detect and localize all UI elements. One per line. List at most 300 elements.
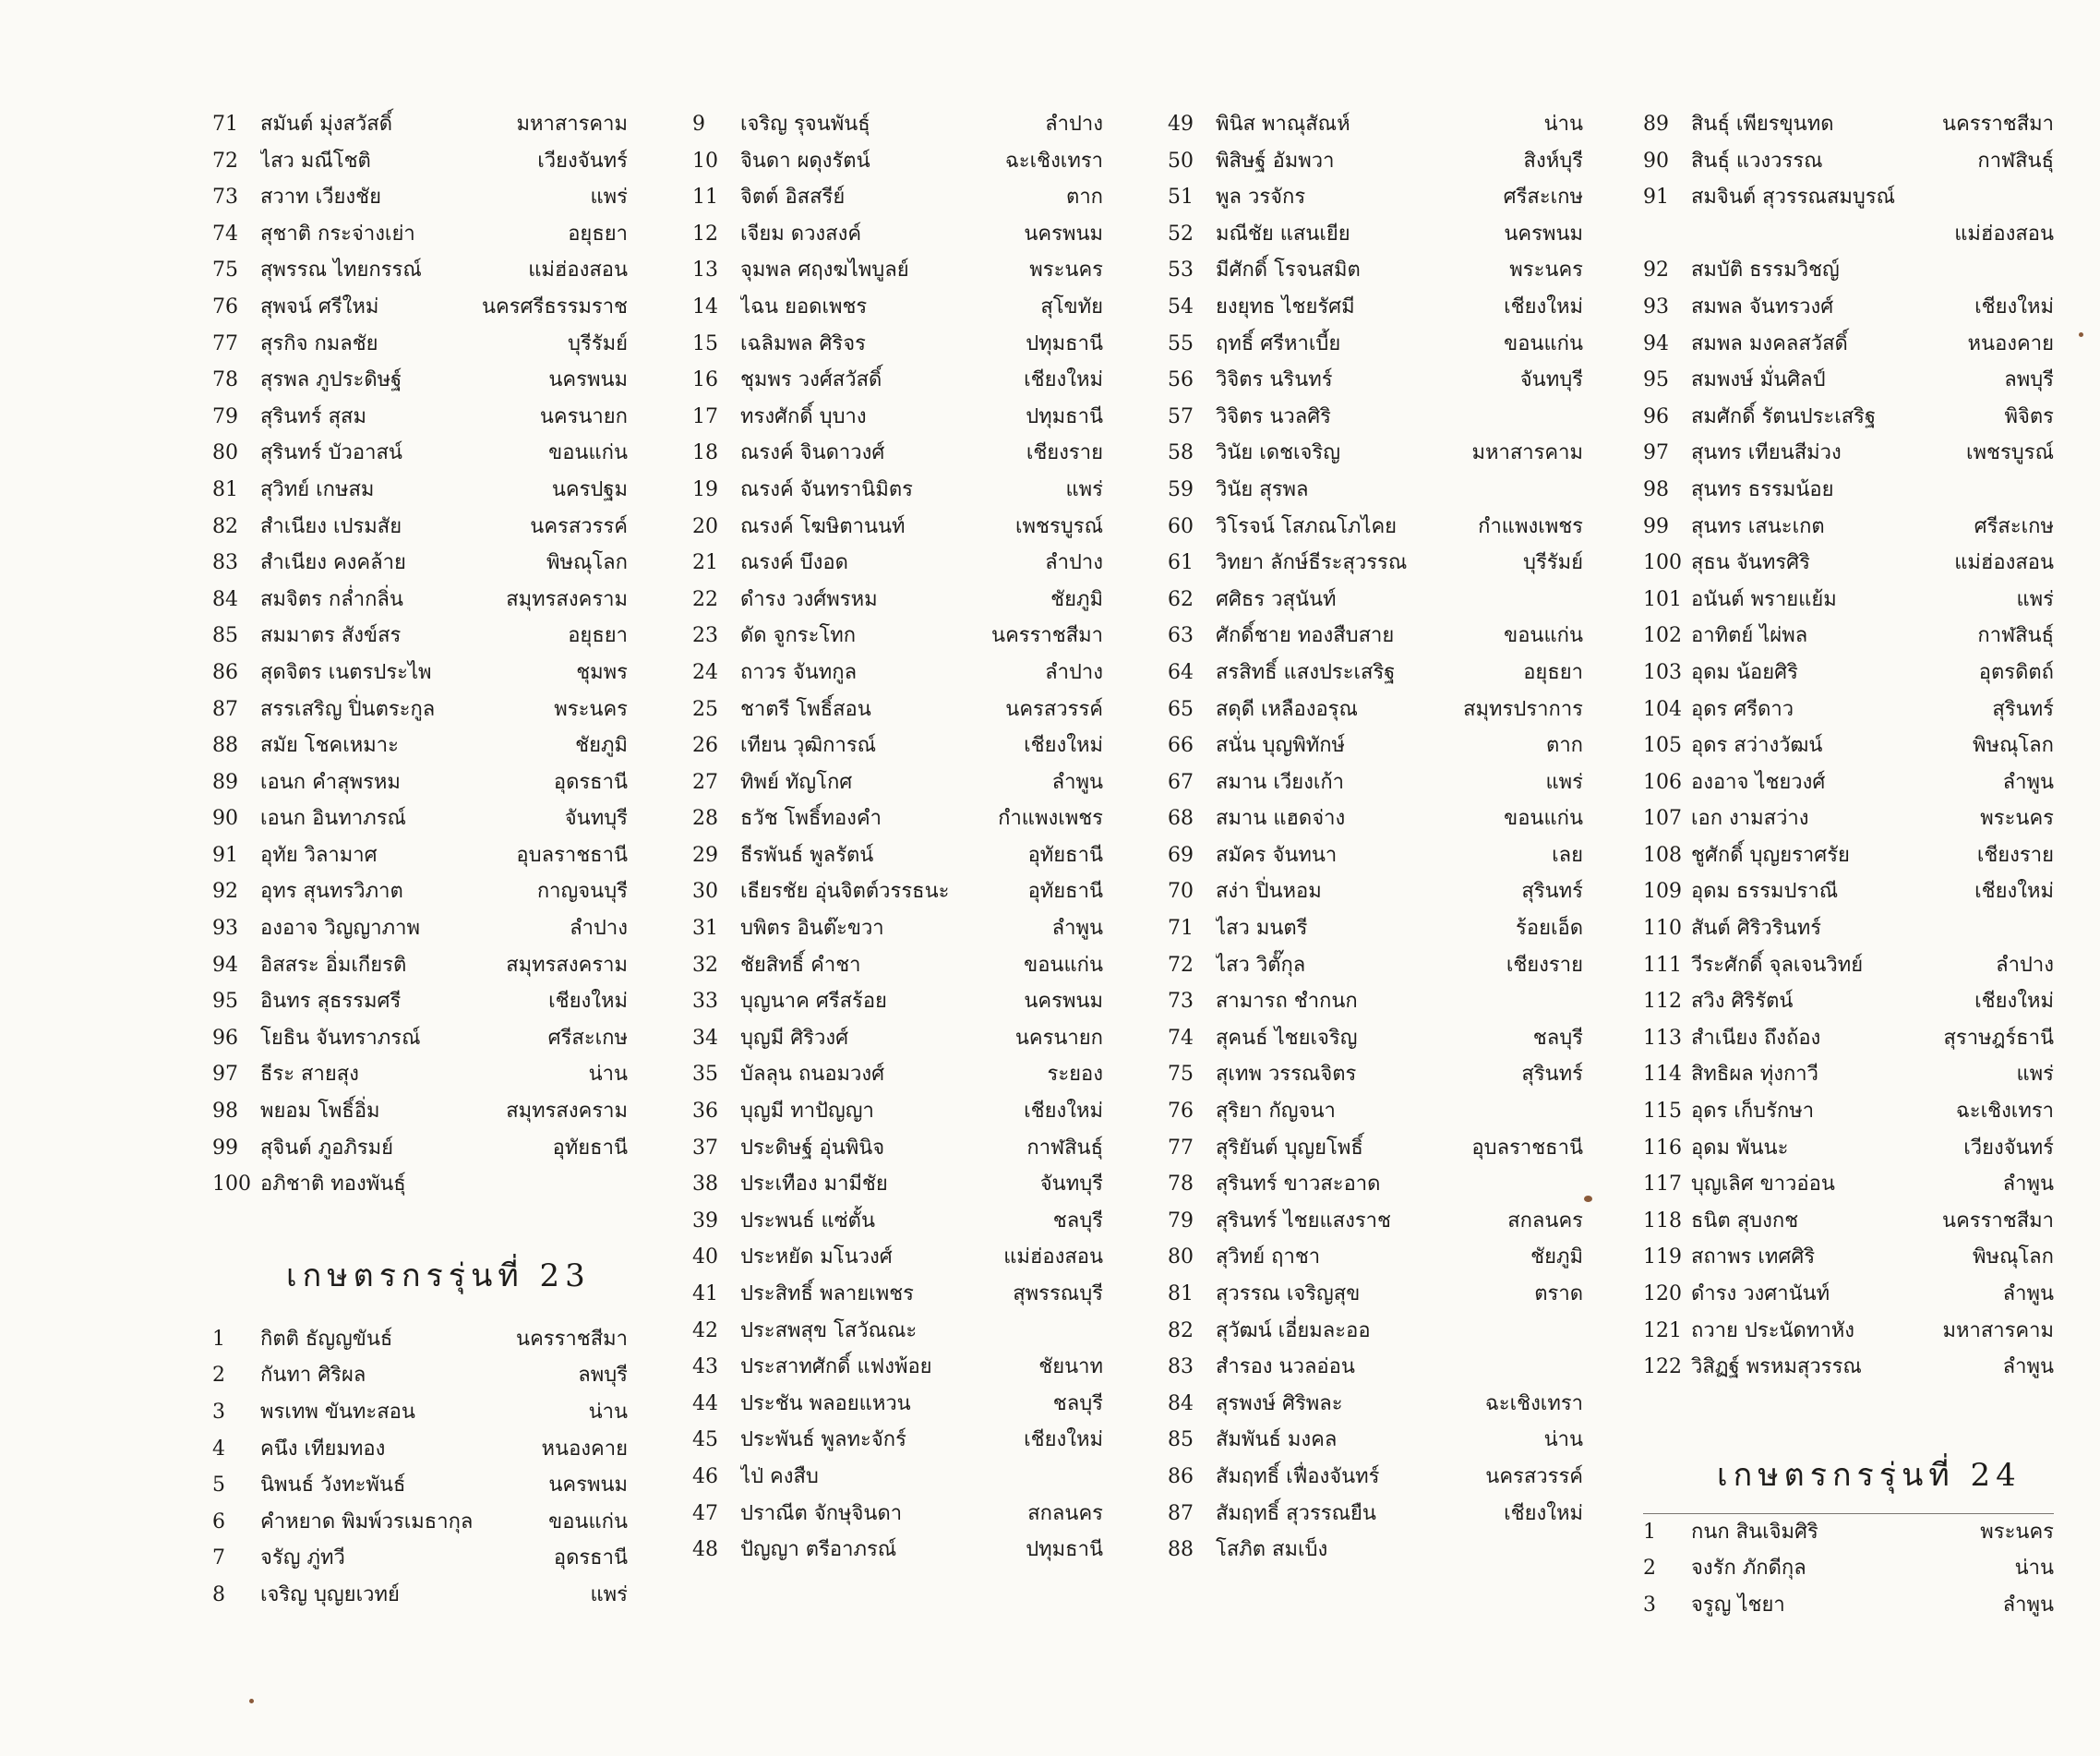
entry-province: เชียงราย (1506, 953, 1583, 977)
entry-name: สุชาติ กระจ่างเย่า (260, 222, 415, 246)
entry-number: 51 (1168, 186, 1194, 210)
entry-province: เชียงใหม่ (1974, 880, 2054, 904)
entry-province: นครพนม (1024, 222, 1103, 246)
entry-number: 15 (692, 331, 718, 355)
list-item (1168, 1422, 1583, 1459)
entry-name: สรสิทธิ์ แสงประเสริฐ (1216, 660, 1396, 684)
entry-name: อนันต์ พรายแย้ม (1691, 587, 1837, 611)
list-item (692, 106, 1103, 143)
list-item (212, 1431, 628, 1468)
entry-province: นครราชสีมา (1942, 113, 2054, 136)
entry-name: ฤทธิ์ ศรีหาเบี้ย (1216, 331, 1341, 355)
list-item (1643, 1093, 2054, 1130)
entry-name: สุรินทร์ ขาวสะอาด (1216, 1173, 1381, 1197)
entry-number: 26 (692, 734, 718, 758)
list-item (692, 1166, 1103, 1203)
list-item (692, 216, 1103, 253)
entry-name: วิสิฏฐ์ พรหมสุวรรณ (1691, 1355, 1862, 1379)
list-item (1168, 399, 1583, 436)
entry-number: 2 (212, 1364, 225, 1388)
entry-name: อิสสระ อิ่มเกียรติ (260, 953, 407, 977)
entry-name: ทิพย์ ทัญโกศ (740, 770, 853, 794)
section-heading-cohort-24: เกษตรกรรุ่นที่ 24 (1717, 1456, 2022, 1494)
list-item (212, 873, 628, 910)
entry-number: 33 (692, 990, 718, 1014)
entry-number: 41 (692, 1282, 718, 1305)
list-item (212, 179, 628, 216)
entry-name: ปราณีต จักษุจินดา (740, 1501, 903, 1525)
entry-name: วินัย สุรพล (1216, 477, 1309, 501)
entry-province: หนองคาย (1967, 331, 2054, 355)
list-item (1168, 947, 1583, 984)
entry-province: สิงห์บุรี (1523, 149, 1583, 173)
paper-speck (249, 1699, 254, 1703)
list-item (1168, 1386, 1583, 1423)
entry-name: วิทยา ลักษ์ธีระสุวรรณ (1216, 551, 1408, 575)
entry-name: ดัด จูกระโทก (740, 624, 857, 648)
list-item (212, 655, 628, 692)
entry-number: 98 (212, 1100, 238, 1124)
column-2 (692, 106, 1103, 1569)
entry-number: 93 (212, 917, 238, 941)
entry-name: สุริยา กัญจนา (1216, 1100, 1336, 1124)
list-item (1643, 1056, 2054, 1093)
entry-number: 111 (1643, 953, 1682, 977)
entry-province: อยุธยา (1523, 660, 1583, 684)
entry-number: 69 (1168, 843, 1194, 867)
entry-name: จงรัก ภักดีกุล (1691, 1557, 1806, 1581)
entry-name: เอนก อินทาภรณ์ (260, 807, 406, 831)
entry-number: 73 (1168, 990, 1194, 1014)
entry-province: ลำปาง (1045, 551, 1103, 575)
entry-number: 38 (692, 1173, 718, 1197)
list-item (212, 1357, 628, 1394)
entry-name: สามารถ ชำกนก (1216, 990, 1358, 1014)
list-item (692, 873, 1103, 910)
list-item (1643, 1513, 2054, 1551)
list-item (1168, 106, 1583, 143)
entry-province: ลำพูน (2002, 770, 2054, 794)
entry-name: ณรงค์ จินดาวงศ์ (740, 441, 885, 465)
entry-name: บุญนาค ศรีสร้อย (740, 990, 887, 1014)
entry-number: 4 (212, 1437, 225, 1461)
list-item (1643, 509, 2054, 546)
entry-number: 12 (692, 222, 718, 246)
entry-name: สุธน จันทรศิริ (1691, 551, 1810, 575)
entry-number: 76 (212, 295, 238, 319)
entry-number: 77 (212, 331, 238, 355)
entry-province: ศรีสะเกษ (547, 1026, 628, 1050)
entry-name: สุนทร เทียนสีม่วง (1691, 441, 1842, 465)
entry-number: 112 (1643, 990, 1682, 1014)
entry-name: จุมพล ศฤงฆไพบูลย์ (740, 259, 909, 283)
entry-province: ร้อยเอ็ด (1516, 917, 1583, 941)
entry-number: 7 (212, 1546, 225, 1570)
entry-number: 63 (1168, 624, 1194, 648)
entry-name: วีระศักดิ์ จุลเจนวิทย์ (1691, 953, 1864, 977)
entry-number: 104 (1643, 697, 1682, 721)
list-item (1643, 289, 2054, 326)
entry-province: นครสวรรค์ (1485, 1464, 1583, 1488)
entry-province: จันทบุรี (1039, 1173, 1103, 1197)
entry-number: 36 (692, 1100, 718, 1124)
entry-province: แพร่ (1545, 770, 1583, 794)
list-item (1643, 837, 2054, 874)
entry-name: สินธุ์ เพียรขุนทด (1691, 113, 1834, 136)
list-item (692, 435, 1103, 472)
list-item (1168, 910, 1583, 947)
entry-name: สุนทร ธรรมน้อย (1691, 477, 1834, 501)
list-item (692, 1313, 1103, 1350)
list-item (692, 837, 1103, 874)
entry-province: อุดรธานี (553, 770, 628, 794)
entry-number: 10 (692, 149, 718, 173)
list-item (212, 326, 628, 363)
entry-name: สง่า ปิ่นหอม (1216, 880, 1322, 904)
entry-province: เชียงใหม่ (1504, 1501, 1583, 1525)
entry-number: 48 (692, 1538, 718, 1562)
entry-number: 90 (212, 807, 238, 831)
list-item (1168, 143, 1583, 180)
entry-name: สัมฤทธิ์ สุวรรณยืน (1216, 1501, 1376, 1525)
entry-name: ถาวร จันทกูล (740, 660, 858, 684)
entry-name: สวาท เวียงชัย (260, 186, 381, 210)
list-item (692, 764, 1103, 801)
list-item (212, 509, 628, 546)
entry-number: 89 (212, 770, 238, 794)
entry-province: ฉะเชิงเทรา (1004, 149, 1103, 173)
entry-number: 37 (692, 1136, 718, 1160)
entry-province: มหาสารคาม (516, 113, 628, 136)
entry-number: 96 (1643, 404, 1669, 428)
entry-number: 103 (1643, 660, 1682, 684)
entry-province: ชัยภูมิ (1050, 587, 1103, 611)
list-item (1168, 1056, 1583, 1093)
entry-province: ฉะเชิงเทรา (1955, 1100, 2054, 1124)
entry-province: สุพรรณบุรี (1013, 1282, 1103, 1305)
list-item (1643, 1550, 2054, 1587)
list-item (692, 509, 1103, 546)
entry-province: นครราชสีมา (1942, 1209, 2054, 1233)
entry-name: สุพจน์ ศรีใหม่ (260, 295, 379, 319)
entry-number: 110 (1643, 917, 1682, 941)
list-item (1168, 582, 1583, 619)
list-item (212, 1130, 628, 1167)
entry-province: อุบลราชธานี (516, 843, 628, 867)
entry-province: ศรีสะเกษ (1974, 514, 2054, 538)
entry-number: 72 (1168, 953, 1194, 977)
entry-province: นครสวรรค์ (1005, 697, 1103, 721)
entry-number: 108 (1643, 843, 1682, 867)
list-cohort-23 (212, 1321, 628, 1614)
entry-name: สุรกิจ กมลชัย (260, 331, 378, 355)
entry-number: 116 (1643, 1136, 1682, 1160)
entry-number: 87 (1168, 1501, 1194, 1525)
entry-number: 17 (692, 404, 718, 428)
entry-province: ชัยนาท (1038, 1355, 1103, 1379)
entry-number: 58 (1168, 441, 1194, 465)
list-item (1643, 216, 2054, 253)
entry-number: 90 (1643, 149, 1669, 173)
entry-name: พูล วรจักร (1216, 186, 1306, 210)
entry-name: ไสว มนตรี (1216, 917, 1308, 941)
entry-province: มหาสารคาม (1471, 441, 1583, 465)
entry-number: 8 (212, 1582, 225, 1606)
entry-number: 78 (1168, 1173, 1194, 1197)
entry-name: อุทัย วิลามาศ (260, 843, 378, 867)
entry-name: ประเทือง มามีชัย (740, 1173, 888, 1197)
entry-number: 57 (1168, 404, 1194, 428)
entry-number: 97 (1643, 441, 1669, 465)
entry-number: 39 (692, 1209, 718, 1233)
entry-number: 30 (692, 880, 718, 904)
entry-name: วิจิตร นวลศิริ (1216, 404, 1331, 428)
entry-province: เชียงใหม่ (1024, 1100, 1103, 1124)
entry-name: อุดร ศรีดาว (1691, 697, 1794, 721)
list-item (1643, 910, 2054, 947)
entry-number: 115 (1643, 1100, 1682, 1124)
list-item (212, 1467, 628, 1504)
list-item (1643, 1130, 2054, 1167)
list-item (1168, 692, 1583, 728)
entry-number: 84 (212, 587, 238, 611)
entry-province: แม่ฮ่องสอน (1003, 1245, 1103, 1269)
list-item (692, 1056, 1103, 1093)
list-item (1168, 1276, 1583, 1313)
entry-province: ปทุมธานี (1026, 1538, 1103, 1562)
entry-province: ลพบุรี (2004, 368, 2054, 392)
entry-name: จิตต์ อิสสรีย์ (740, 186, 846, 210)
list-item (692, 582, 1103, 619)
entry-number: 2 (1643, 1557, 1656, 1581)
entry-number: 79 (212, 404, 238, 428)
list-item (1168, 1313, 1583, 1350)
entry-province: ชลบุรี (1532, 1026, 1583, 1050)
entry-name: พิสิษฐ์ อัมพวา (1216, 149, 1335, 173)
entry-name: สมศักดิ์ รัตนประเสริฐ (1691, 404, 1877, 428)
entry-number: 68 (1168, 807, 1194, 831)
entry-name: บุญมี ทาปัญญา (740, 1100, 874, 1124)
list-item (692, 983, 1103, 1020)
entry-name: สำเนียง คงคล้าย (260, 551, 406, 575)
entry-name: สวิง ศิริรัตน์ (1691, 990, 1794, 1014)
entry-number: 83 (212, 551, 238, 575)
entry-name: สมพงษ์ มั่นศิลป์ (1691, 368, 1826, 392)
entry-province: อุทัยธานี (1027, 843, 1103, 867)
entry-province: ลำพูน (2002, 1282, 2054, 1305)
entry-province: กาฬสินธุ์ (1026, 1136, 1103, 1160)
entry-province: เพชรบูรณ์ (1966, 441, 2054, 465)
entry-province: ชัยภูมิ (1530, 1245, 1583, 1269)
entry-province: ตาก (1546, 734, 1583, 758)
entry-number: 31 (692, 917, 718, 941)
entry-number: 20 (692, 514, 718, 538)
list-item (1643, 1587, 2054, 1624)
entry-name: บัลลุน ถนอมวงศ์ (740, 1063, 885, 1087)
entry-number: 42 (692, 1318, 718, 1342)
entry-number: 3 (1643, 1593, 1656, 1617)
entry-province: หนองคาย (541, 1437, 628, 1461)
entry-name: ประสิทธิ์ พลายเพชร (740, 1282, 914, 1305)
list-cohort-23-cont (692, 106, 1103, 1569)
list-item (212, 764, 628, 801)
entry-name: ปัญญา ตรีอาภรณ์ (740, 1538, 897, 1562)
entry-number: 100 (212, 1173, 251, 1197)
list-item (692, 618, 1103, 655)
entry-number: 78 (212, 368, 238, 392)
entry-province: เชียงใหม่ (1024, 368, 1103, 392)
entry-number: 11 (692, 186, 718, 210)
entry-province: มหาสารคาม (1942, 1318, 2054, 1342)
entry-name: อาทิตย์ ไผ่พล (1691, 624, 1808, 648)
entry-province: แม่ฮ่องสอน (1954, 551, 2054, 575)
entry-province: เชียงใหม่ (548, 990, 628, 1014)
entry-province: ศรีสะเกษ (1503, 186, 1583, 210)
entry-name: ศศิธร วสุนันท์ (1216, 587, 1337, 611)
list-item (1643, 362, 2054, 399)
entry-number: 75 (1168, 1063, 1194, 1087)
entry-province: เชียงใหม่ (1024, 1428, 1103, 1452)
list-item (1168, 216, 1583, 253)
entry-province: ชุมพร (576, 660, 628, 684)
entry-number: 56 (1168, 368, 1194, 392)
list-item (1643, 1203, 2054, 1240)
entry-province: นครราชสีมา (991, 624, 1103, 648)
entry-name: เฉลิมพล ศิริจร (740, 331, 866, 355)
entry-name: ประพันธ์ พูลทะจักร์ (740, 1428, 906, 1452)
list-item (692, 472, 1103, 509)
list-item (1643, 472, 2054, 509)
entry-province: นครนายก (1014, 1026, 1103, 1050)
entry-province: กาญจนบุรี (536, 880, 628, 904)
entry-province: ลำปาง (1996, 953, 2054, 977)
entry-province: เพชรบูรณ์ (1015, 514, 1103, 538)
entry-number: 35 (692, 1063, 718, 1087)
entry-name: เอนก คำสุพรหม (260, 770, 401, 794)
list-item (1643, 435, 2054, 472)
entry-name: กิตติ ธัญญขันธ์ (260, 1327, 393, 1351)
entry-number: 6 (212, 1509, 225, 1533)
list-item (212, 1093, 628, 1130)
entry-name: ธีระ สายสุง (260, 1063, 359, 1087)
entry-number: 82 (1168, 1318, 1194, 1342)
entry-province: สกลนคร (1507, 1209, 1583, 1233)
entry-province: น่าน (2014, 1557, 2054, 1581)
entry-name: ประพนธ์ แซ่ตั้น (740, 1209, 875, 1233)
entry-number: 99 (1643, 514, 1669, 538)
entry-name: เจียม ดวงสงค์ (740, 222, 862, 246)
entry-number: 59 (1168, 477, 1194, 501)
entry-number: 95 (212, 990, 238, 1014)
list-item (1643, 106, 2054, 143)
entry-number: 76 (1168, 1100, 1194, 1124)
list-item (692, 1203, 1103, 1240)
entry-province: แม่ฮ่องสอน (1954, 222, 2054, 246)
entry-province: เวียงจันทร์ (537, 149, 628, 173)
list-item (692, 1496, 1103, 1533)
entry-name: กันทา ศิริผล (260, 1364, 366, 1388)
entry-name: สุวรรณ เจริญสุข (1216, 1282, 1361, 1305)
list-item (212, 252, 628, 289)
entry-number: 62 (1168, 587, 1194, 611)
entry-name: ทรงศักดิ์ บุบาง (740, 404, 867, 428)
entry-province: สุรินทร์ (1521, 880, 1583, 904)
list-item (1168, 1203, 1583, 1240)
list-item (1168, 326, 1583, 363)
entry-name: สุจินต์ ภูอภิรมย์ (260, 1136, 394, 1160)
list-item (692, 1130, 1103, 1167)
entry-number: 85 (1168, 1428, 1194, 1452)
entry-name: โสภิต สมเบ็ง (1216, 1538, 1328, 1562)
entry-number: 34 (692, 1026, 718, 1050)
entry-number: 80 (1168, 1245, 1194, 1269)
entry-name: สมบัติ ธรรมวิชญ์ (1691, 259, 1840, 283)
entry-province: อุดรธานี (553, 1546, 628, 1570)
entry-province: เชียงราย (1026, 441, 1103, 465)
entry-number: 29 (692, 843, 718, 867)
entry-name: ชุมพร วงศ์สวัสดิ์ (740, 368, 882, 392)
entry-name: ไสว วิตั๊กุล (1216, 953, 1306, 977)
list-item (212, 618, 628, 655)
entry-name: สุวิทย์ เกษสม (260, 477, 375, 501)
list-cohort-23-cont3 (1643, 106, 2054, 1386)
entry-number: 47 (692, 1501, 718, 1525)
entry-province: อุทัยธานี (552, 1136, 628, 1160)
entry-name: ประดิษฐ์ อุ่นพินิจ (740, 1136, 885, 1160)
list-item (1168, 728, 1583, 764)
entry-name: สมจิตร กล่ำกลิ่น (260, 587, 403, 611)
entry-name: พินิส พาณุสัณห์ (1216, 113, 1350, 136)
list-item (212, 692, 628, 728)
entry-number: 106 (1643, 770, 1682, 794)
entry-number: 50 (1168, 149, 1194, 173)
entry-number: 28 (692, 807, 718, 831)
list-item (212, 362, 628, 399)
entry-name: อุดร เก็บรักษา (1691, 1100, 1815, 1124)
entry-name: ศักดิ์ชาย ทองสืบสาย (1216, 624, 1395, 648)
entry-name: ชูศักดิ์ บุญยราศรัย (1691, 843, 1850, 867)
list-item (1643, 947, 2054, 984)
entry-province: ลำปาง (1045, 113, 1103, 136)
entry-province: จันทบุรี (564, 807, 628, 831)
list-item (692, 692, 1103, 728)
entry-number: 9 (692, 113, 705, 136)
entry-number: 52 (1168, 222, 1194, 246)
entry-province: บุรีรัมย์ (1523, 551, 1583, 575)
entry-number: 19 (692, 477, 718, 501)
list-item (1168, 545, 1583, 582)
entry-province: นครราชสีมา (516, 1327, 628, 1351)
list-item (1168, 1020, 1583, 1057)
entry-name: คนึง เทียมทอง (260, 1437, 386, 1461)
entry-province: ลำพูน (1051, 770, 1103, 794)
entry-number: 75 (212, 259, 238, 283)
entry-name: สมพล มงคลสวัสดิ์ (1691, 331, 1848, 355)
entry-number: 46 (692, 1464, 718, 1488)
entry-name: จรัญ ภู่ทวี (260, 1546, 345, 1570)
entry-name: สุรินทร์ ไชยแสงราช (1216, 1209, 1391, 1233)
entry-number: 70 (1168, 880, 1194, 904)
list-item (1643, 1276, 2054, 1313)
list-cohort-24 (1643, 1513, 2054, 1624)
entry-name: ดำรง วงศานันท์ (1691, 1282, 1830, 1305)
entry-number: 89 (1643, 113, 1669, 136)
entry-name: นิพนธ์ วังทะพันธ์ (260, 1473, 406, 1497)
list-item (692, 326, 1103, 363)
list-item (1643, 582, 2054, 619)
entry-number: 99 (212, 1136, 238, 1160)
entry-name: สินธุ์ แวงวรรณ (1691, 149, 1823, 173)
